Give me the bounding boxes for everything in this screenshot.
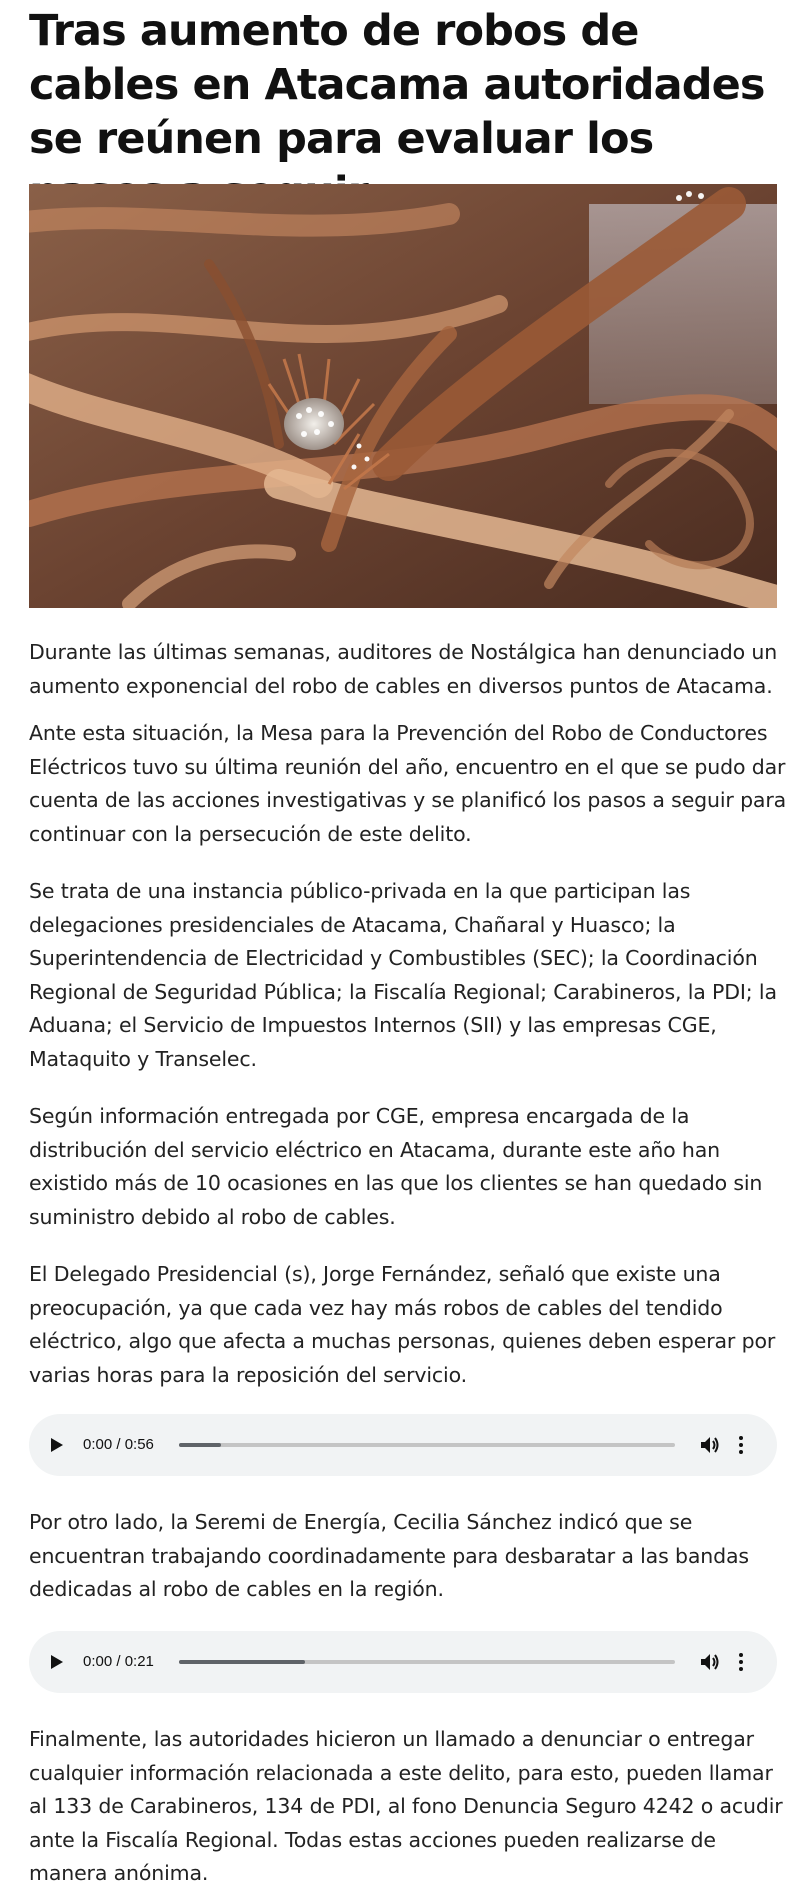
paragraph-5: El Delegado Presidencial (s), Jorge Fernández, señaló que existe una preocupación, ya que cada vez hay más robos de cables del tendido eléctrico, algo que afecta a muchas personas, quienes deben esperar por varias horas para la reposición del servicio. [29, 1262, 776, 1387]
cables-icon [29, 184, 777, 608]
article-title: Tras aumento de robos de cables en Atacama autoridades se reúnen para evaluar los [29, 6, 765, 164]
more-options-icon[interactable] [737, 1651, 745, 1673]
paragraph-3: Se trata de una instancia público-privada en la que participan las delegaciones presidenciales de Atacama, Chañaral y Huasco; la Superintendencia de Electricidad y Combustibles (SEC); la Coordinación Regional de Seguridad Pública; la Fiscalía Regional; Carabineros, la PDI; la Aduana; el Servicio de Impuestos Internos (SII) y las empresas CGE, Mataquito y Transelec. [29, 879, 777, 1071]
play-icon[interactable] [51, 1655, 63, 1669]
paragraph-7: Finalmente, las autoridades hicieron un llamado a denunciar o entregar cualquier información relacionada a este delito, para esto, pueden llamar al 133 de Carabineros, 134 de PDI, al fono Denuncia Seguro 4242 o acudir ante la Fiscalía Regional. Todas estas acciones pueden realizarse de manera anónima. [29, 1727, 783, 1885]
paragraph-6: Por otro lado, la Seremi de Energía, Cecilia Sánchez indicó que se encuentran trabajando coordinadamente para desbaratar a las bandas dedicadas al robo de cables en la región. [29, 1510, 749, 1601]
audio-player-2[interactable] [29, 1631, 777, 1693]
audio-time: 0:00 / 0:21 [83, 1653, 154, 1670]
audio-progress-fill [179, 1660, 305, 1664]
volume-icon[interactable] [700, 1436, 720, 1454]
paragraph-4: Según información entregada por CGE, empresa encargada de la distribución del servicio eléctrico en Atacama, durante este año han existido más de 10 ocasiones en las que los clientes se han quedado sin suministro debido al robo de cables. [29, 1104, 763, 1229]
audio-progress-fill [179, 1443, 221, 1447]
play-icon[interactable] [51, 1438, 63, 1452]
audio-player-1[interactable] [29, 1414, 777, 1476]
volume-icon[interactable] [700, 1653, 720, 1671]
paragraph-1: Durante las últimas semanas, auditores de Nostálgica han denunciado un aumento exponencial del robo de cables en diversos puntos de Atacama. [29, 640, 778, 698]
audio-progress-track[interactable] [179, 1660, 675, 1664]
more-options-icon[interactable] [737, 1434, 745, 1456]
audio-progress-track[interactable] [179, 1443, 675, 1447]
hero-image [29, 184, 777, 608]
audio-time: 0:00 / 0:56 [83, 1436, 154, 1453]
paragraph-2: Ante esta situación, la Mesa para la Prevención del Robo de Conductores Eléctricos tuvo su última reunión del año, encuentro en el que se pudo dar cuenta de las acciones investigativas y se planificó los pasos a seguir para continuar con la persecución de este delito. [29, 721, 787, 846]
